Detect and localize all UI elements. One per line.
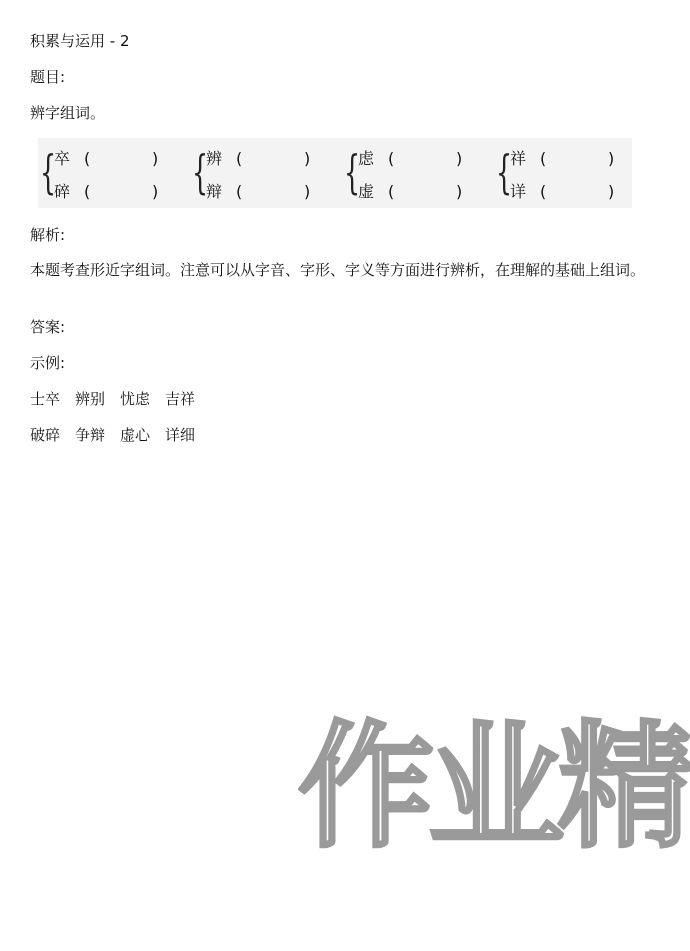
pair-top-row <box>206 148 311 170</box>
answer-label: 答案: <box>30 318 66 336</box>
pair-top-row <box>510 148 615 170</box>
example-label: 示例: <box>30 354 66 372</box>
analysis-label: 解析: <box>30 226 66 244</box>
pair-char: 详 <box>510 182 527 201</box>
paren-open: ( <box>388 149 395 168</box>
question-text: 辨字组词。 <box>30 104 106 122</box>
pair-char: 祥 <box>510 149 527 168</box>
word-pair-4 <box>496 145 646 205</box>
brace-icon: { <box>40 145 57 199</box>
pair-char: 虑 <box>358 149 375 168</box>
paren-close: ) <box>304 182 311 201</box>
paren-close: ) <box>152 149 159 168</box>
paren-open: ( <box>236 182 243 201</box>
paren-open: ( <box>236 149 243 168</box>
pair-char: 碎 <box>54 182 71 201</box>
brace-icon: { <box>192 145 209 199</box>
pair-char: 辩 <box>206 182 223 201</box>
paren-close: ) <box>456 149 463 168</box>
paren-close: ) <box>608 149 615 168</box>
paren-close: ) <box>456 182 463 201</box>
pair-bottom-row <box>510 181 615 203</box>
pair-char: 辨 <box>206 149 223 168</box>
pair-top-row <box>54 148 159 170</box>
word-pair-exercise <box>38 138 632 208</box>
paren-open: ( <box>84 149 91 168</box>
paren-close: ) <box>152 182 159 201</box>
watermark-logo <box>298 706 690 856</box>
answer-line-2: 破碎 争辩 虚心 详细 <box>30 426 196 444</box>
paren-open: ( <box>388 182 395 201</box>
question-label: 题目: <box>30 68 66 86</box>
brace-icon: { <box>496 145 513 199</box>
analysis-text: 本题考查形近字组词。注意可以从字音、字形、字义等方面进行辨析，在理解的基础上组词。 <box>30 261 646 279</box>
paren-close: ) <box>304 149 311 168</box>
paren-open: ( <box>540 149 547 168</box>
word-pair-2 <box>192 145 342 205</box>
section-title: 积累与运用 - 2 <box>30 32 130 50</box>
paren-close: ) <box>608 182 615 201</box>
pair-bottom-row <box>54 181 159 203</box>
watermark-text: 作业精 <box>298 709 688 856</box>
pair-bottom-row <box>358 181 463 203</box>
paren-open: ( <box>540 182 547 201</box>
pair-char: 虚 <box>358 182 375 201</box>
answer-line-1: 士卒 辨别 忧虑 吉祥 <box>30 390 196 408</box>
word-pair-3 <box>344 145 494 205</box>
pair-top-row <box>358 148 463 170</box>
pair-char: 卒 <box>54 149 71 168</box>
paren-open: ( <box>84 182 91 201</box>
brace-icon: { <box>344 145 361 199</box>
pair-bottom-row <box>206 181 311 203</box>
word-pair-1 <box>40 145 190 205</box>
